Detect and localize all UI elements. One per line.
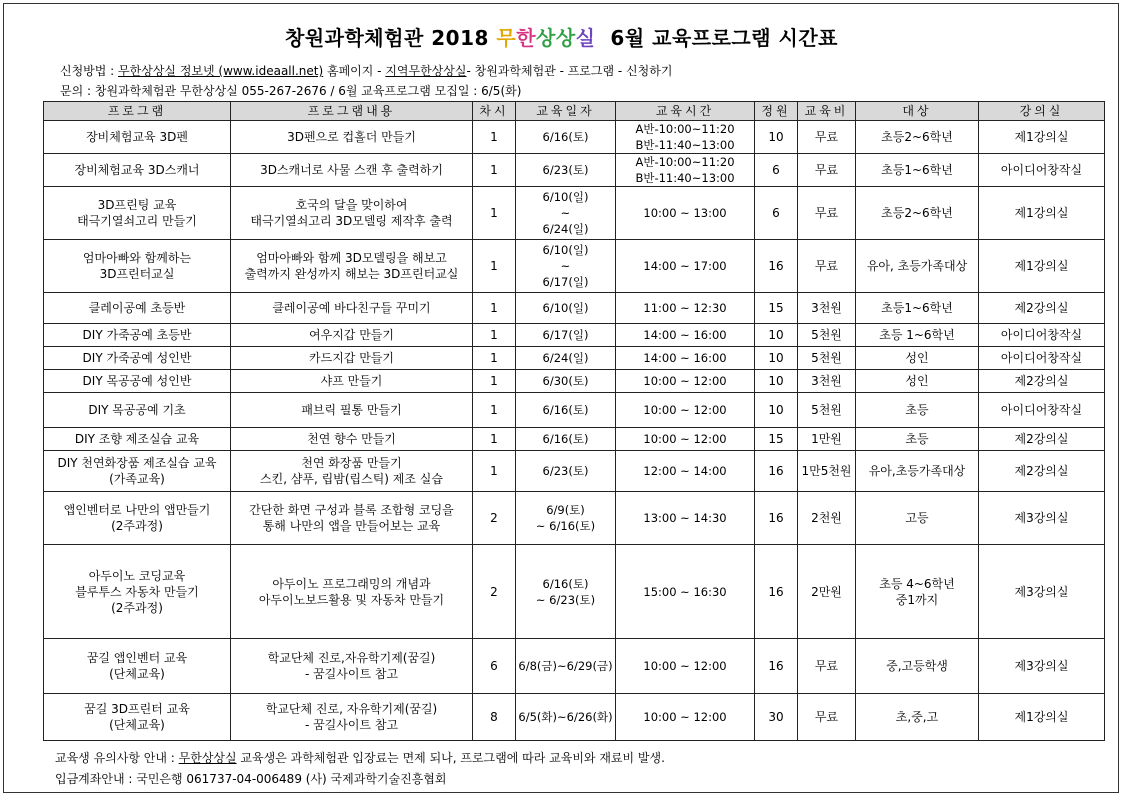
date-cell: 6/5(화)~6/26(화) <box>516 694 616 741</box>
table-row <box>44 347 1105 370</box>
sessions-cell: 1 <box>473 347 516 370</box>
title-prefix: 창원과학체험관 2018 <box>285 26 497 50</box>
room-cell: 제1강의실 <box>979 121 1105 154</box>
time-cell: 10:00 ~ 13:00 <box>616 187 755 240</box>
col-program: 프로그램 <box>44 102 231 121</box>
title-accent-2: 한 <box>516 26 537 50</box>
time-cell: 10:00 ~ 12:00 <box>616 428 755 451</box>
table-row <box>44 293 1105 324</box>
date-cell: 6/16(토) <box>516 393 616 428</box>
date-cell: 6/16(토) <box>516 428 616 451</box>
time-cell: 14:00 ~ 17:00 <box>616 240 755 293</box>
target-cell: 초등 1~6학년 <box>856 324 979 347</box>
col-target: 대상 <box>856 102 979 121</box>
fee-cell: 5천원 <box>798 347 856 370</box>
content-cell: 천연 화장품 만들기 스킨, 샴푸, 립밤(립스틱) 제조 실습 <box>231 451 473 492</box>
room-cell: 아이디어창작실 <box>979 347 1105 370</box>
time-cell: 11:00 ~ 12:30 <box>616 293 755 324</box>
apply-method <box>60 62 672 79</box>
capacity-cell: 30 <box>755 694 798 741</box>
room-cell: 제1강의실 <box>979 187 1105 240</box>
sessions-cell: 2 <box>473 545 516 639</box>
sessions-cell: 1 <box>473 293 516 324</box>
target-cell: 유아, 초등가족대상 <box>856 240 979 293</box>
date-cell: 6/23(토) <box>516 451 616 492</box>
content-cell: 여우지갑 만들기 <box>231 324 473 347</box>
room-cell: 제2강의실 <box>979 451 1105 492</box>
sessions-cell: 1 <box>473 324 516 347</box>
program-cell: DIY 목공공예 기초 <box>44 393 231 428</box>
sessions-cell: 1 <box>473 121 516 154</box>
content-cell: 간단한 화면 구성과 블록 조합형 코딩을 통해 나만의 앱을 만들어보는 교육 <box>231 492 473 545</box>
capacity-cell: 6 <box>755 187 798 240</box>
table-row <box>44 324 1105 347</box>
sessions-cell: 1 <box>473 393 516 428</box>
target-cell: 유아,초등가족대상 <box>856 451 979 492</box>
sessions-cell: 6 <box>473 639 516 694</box>
program-cell: DIY 조향 제조실습 교육 <box>44 428 231 451</box>
fee-cell: 무료 <box>798 694 856 741</box>
capacity-cell: 10 <box>755 347 798 370</box>
header-row <box>44 102 1105 121</box>
content-cell: 천연 향수 만들기 <box>231 428 473 451</box>
content-cell: 패브릭 필통 만들기 <box>231 393 473 428</box>
target-cell: 초등2~6학년 <box>856 187 979 240</box>
fee-cell: 무료 <box>798 639 856 694</box>
table-row <box>44 639 1105 694</box>
fee-cell: 무료 <box>798 187 856 240</box>
time-cell: 15:00 ~ 16:30 <box>616 545 755 639</box>
date-cell: 6/17(일) <box>516 324 616 347</box>
time-cell: 10:00 ~ 12:00 <box>616 639 755 694</box>
date-cell: 6/30(토) <box>516 370 616 393</box>
content-cell: 샤프 만들기 <box>231 370 473 393</box>
content-cell: 3D펜으로 컵홀더 만들기 <box>231 121 473 154</box>
content-cell: 클레이공예 바다친구들 꾸미기 <box>231 293 473 324</box>
room-cell: 제2강의실 <box>979 428 1105 451</box>
content-cell: 카드지갑 만들기 <box>231 347 473 370</box>
program-cell: 아두이노 코딩교육 블루투스 자동차 만들기 (2주과정) <box>44 545 231 639</box>
table-row <box>44 451 1105 492</box>
target-cell: 초등1~6학년 <box>856 154 979 187</box>
target-cell: 고등 <box>856 492 979 545</box>
col-room: 강의실 <box>979 102 1105 121</box>
title-suffix: 6월 교육프로그램 시간표 <box>595 26 838 50</box>
capacity-cell: 16 <box>755 492 798 545</box>
sessions-cell: 2 <box>473 492 516 545</box>
fee-cell: 무료 <box>798 121 856 154</box>
fee-cell: 1만5천원 <box>798 451 856 492</box>
target-cell: 초등2~6학년 <box>856 121 979 154</box>
target-cell: 중,고등학생 <box>856 639 979 694</box>
program-cell: 꿈길 3D프린터 교육 (단체교육) <box>44 694 231 741</box>
title-accent-3: 상상 <box>536 26 576 50</box>
table-row <box>44 428 1105 451</box>
date-cell: 6/23(토) <box>516 154 616 187</box>
room-cell: 제3강의실 <box>979 545 1105 639</box>
fee-cell: 5천원 <box>798 393 856 428</box>
time-cell: 10:00 ~ 12:00 <box>616 694 755 741</box>
date-cell: 6/16(토) ~ 6/23(토) <box>516 545 616 639</box>
content-cell: 학교단체 진로, 자유학기제(꿈길) - 꿈길사이트 참고 <box>231 694 473 741</box>
time-cell: 10:00 ~ 12:00 <box>616 370 755 393</box>
notice <box>55 749 665 766</box>
program-cell: 장비체험교육 3D펜 <box>44 121 231 154</box>
room-cell: 아이디어창작실 <box>979 393 1105 428</box>
date-cell: 6/16(토) <box>516 121 616 154</box>
notice-link: 무한상상실 <box>178 751 237 765</box>
title-accent-1: 무 <box>496 26 517 50</box>
col-content: 프로그램내용 <box>231 102 473 121</box>
content-cell: 3D스캐너로 사물 스캔 후 출력하기 <box>231 154 473 187</box>
program-cell: 3D프린팅 교육 태극기열쇠고리 만들기 <box>44 187 231 240</box>
fee-cell: 5천원 <box>798 324 856 347</box>
room-cell: 아이디어창작실 <box>979 324 1105 347</box>
room-cell: 제3강의실 <box>979 492 1105 545</box>
apply-label: 신청방법 : <box>60 64 119 78</box>
notice-label: 교육생 유의사항 안내 : <box>55 751 179 765</box>
fee-cell: 무료 <box>798 240 856 293</box>
capacity-cell: 16 <box>755 545 798 639</box>
capacity-cell: 10 <box>755 324 798 347</box>
time-cell: 10:00 ~ 12:00 <box>616 393 755 428</box>
capacity-cell: 10 <box>755 370 798 393</box>
target-cell: 초등1~6학년 <box>856 293 979 324</box>
target-cell: 초등 <box>856 428 979 451</box>
time-cell: A반-10:00~11:20 B반-11:40~13:00 <box>616 154 755 187</box>
room-cell: 제3강의실 <box>979 639 1105 694</box>
time-cell: A반-10:00~11:20 B반-11:40~13:00 <box>616 121 755 154</box>
sessions-cell: 1 <box>473 428 516 451</box>
col-capacity: 정원 <box>755 102 798 121</box>
program-cell: DIY 목공공예 성인반 <box>44 370 231 393</box>
room-cell: 제1강의실 <box>979 240 1105 293</box>
date-cell: 6/10(일) ~ 6/24(일) <box>516 187 616 240</box>
room-cell: 아이디어창작실 <box>979 154 1105 187</box>
target-cell: 초등 <box>856 393 979 428</box>
table-row <box>44 492 1105 545</box>
time-cell: 14:00 ~ 16:00 <box>616 347 755 370</box>
content-cell: 아두이노 프로그래밍의 개념과 아두이노보드활용 및 자동차 만들기 <box>231 545 473 639</box>
notice-rest: 교육생은 과학체험관 입장료는 면제 되나, 프로그램에 따라 교육비와 재료비 발생. <box>236 751 665 765</box>
fee-cell: 2만원 <box>798 545 856 639</box>
sessions-cell: 1 <box>473 154 516 187</box>
capacity-cell: 16 <box>755 240 798 293</box>
table-row <box>44 240 1105 293</box>
date-cell: 6/9(토) ~ 6/16(토) <box>516 492 616 545</box>
sessions-cell: 1 <box>473 451 516 492</box>
capacity-cell: 10 <box>755 393 798 428</box>
capacity-cell: 16 <box>755 451 798 492</box>
time-cell: 13:00 ~ 14:30 <box>616 492 755 545</box>
table-row <box>44 694 1105 741</box>
date-cell: 6/10(일) <box>516 293 616 324</box>
table-row <box>44 154 1105 187</box>
fee-cell: 1만원 <box>798 428 856 451</box>
col-sessions: 차시 <box>473 102 516 121</box>
table-row <box>44 393 1105 428</box>
col-fee: 교육비 <box>798 102 856 121</box>
content-cell: 호국의 달을 맞이하여 태극기열쇠고리 3D모델링 제작후 출력 <box>231 187 473 240</box>
fee-cell: 무료 <box>798 154 856 187</box>
time-cell: 14:00 ~ 16:00 <box>616 324 755 347</box>
capacity-cell: 15 <box>755 428 798 451</box>
fee-cell: 3천원 <box>798 370 856 393</box>
room-cell: 제2강의실 <box>979 370 1105 393</box>
room-cell: 제1강의실 <box>979 694 1105 741</box>
program-cell: 장비체험교육 3D스캐너 <box>44 154 231 187</box>
regional-link[interactable]: 지역무한상상실 <box>385 64 467 78</box>
table-row <box>44 370 1105 393</box>
page-title <box>0 22 1123 51</box>
table-row <box>44 545 1105 639</box>
apply-mid: 홈페이지 - <box>323 64 386 78</box>
capacity-cell: 16 <box>755 639 798 694</box>
fee-cell: 3천원 <box>798 293 856 324</box>
sessions-cell: 1 <box>473 240 516 293</box>
content-cell: 엄마아빠와 함께 3D모델링을 해보고 출력까지 완성까지 해보는 3D프린터교실 <box>231 240 473 293</box>
table-row <box>44 121 1105 154</box>
sessions-cell: 1 <box>473 370 516 393</box>
program-cell: 앱인벤터로 나만의 앱만들기 (2주과정) <box>44 492 231 545</box>
sessions-cell: 1 <box>473 187 516 240</box>
col-date: 교육일자 <box>516 102 616 121</box>
capacity-cell: 15 <box>755 293 798 324</box>
sessions-cell: 8 <box>473 694 516 741</box>
program-cell: DIY 가죽공예 초등반 <box>44 324 231 347</box>
target-cell: 성인 <box>856 347 979 370</box>
date-cell: 6/24(일) <box>516 347 616 370</box>
apply-rest: - 창원과학체험관 - 프로그램 - 신청하기 <box>466 64 673 78</box>
target-cell: 초,중,고 <box>856 694 979 741</box>
program-cell: 꿈길 앱인벤터 교육 (단체교육) <box>44 639 231 694</box>
time-cell: 12:00 ~ 14:00 <box>616 451 755 492</box>
ideaall-link[interactable]: 무한상상실 정보넷 (www.ideaall.net) <box>118 64 324 78</box>
program-cell: DIY 천연화장품 제조실습 교육 (가족교육) <box>44 451 231 492</box>
col-time: 교육시간 <box>616 102 755 121</box>
target-cell: 성인 <box>856 370 979 393</box>
fee-cell: 2천원 <box>798 492 856 545</box>
account-info: 입금계좌안내 : 국민은행 061737-04-006489 (사) 국제과학기술진흥협회 <box>55 772 447 786</box>
table-row <box>44 187 1105 240</box>
target-cell: 초등 4~6학년 중1까지 <box>856 545 979 639</box>
title-accent-4: 실 <box>575 26 596 50</box>
program-cell: DIY 가죽공예 성인반 <box>44 347 231 370</box>
capacity-cell: 10 <box>755 121 798 154</box>
capacity-cell: 6 <box>755 154 798 187</box>
program-cell: 엄마아빠와 함께하는 3D프린터교실 <box>44 240 231 293</box>
schedule-table <box>43 101 1105 741</box>
contact-info: 문의 : 창원과학체험관 무한상상실 055-267-2676 / 6월 교육프로그램 모집일 : 6/5(화) <box>60 84 522 98</box>
program-cell: 클레이공예 초등반 <box>44 293 231 324</box>
room-cell: 제2강의실 <box>979 293 1105 324</box>
date-cell: 6/10(일) ~ 6/17(일) <box>516 240 616 293</box>
content-cell: 학교단체 진로,자유학기제(꿈길) - 꿈길사이트 참고 <box>231 639 473 694</box>
date-cell: 6/8(금)~6/29(금) <box>516 639 616 694</box>
